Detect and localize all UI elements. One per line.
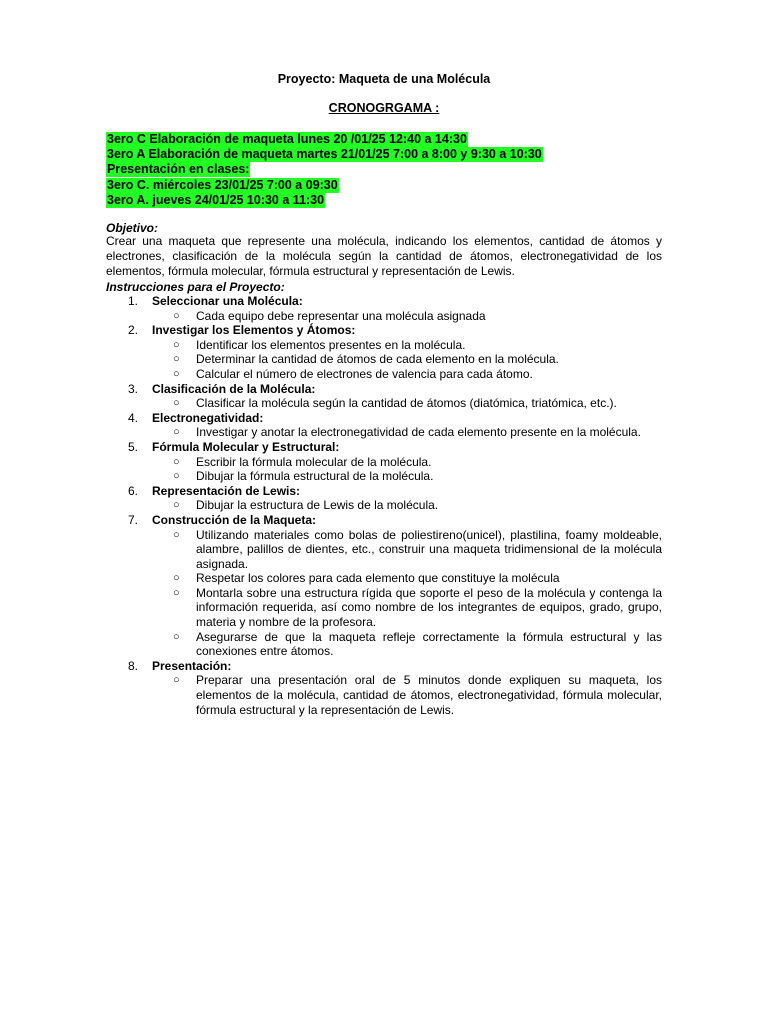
- subitem-text: Respetar los colores para cada elemento que constituye la molécula: [196, 571, 560, 586]
- subitem-text: Montarla sobre una estructura rígida que soporte el peso de la molécula y contenga la información requerida, así como nombre de los integrantes de equipos, grado, grupo, materia y nombre de la profesora.: [196, 585, 662, 630]
- step-heading: [106, 513, 662, 528]
- step-subitem: [106, 309, 662, 324]
- subitem-text: Utilizando materiales como bolas de poliestireno(unicel), plastilina, foamy moldeable, alambre, palillos de dientes, etc., construir una maqueta tridimensional de la molécula asignada.: [196, 527, 662, 571]
- step-heading: [106, 659, 662, 674]
- highlighted-text: 3ero A Elaboración de maqueta martes 21/01/25 7:00 a 8:00 y 9:30 a 10:30: [107, 147, 542, 162]
- step-number: 5.: [128, 439, 139, 454]
- subitem-text: Preparar una presentación oral de 5 minutos donde expliquen su maqueta, los elementos de la molécula, cantidad de átomos, electronegatividad, fórmula molecular, fórmula estructural y la representación de Lewis.: [196, 673, 662, 717]
- circle-bullet-icon: ○: [173, 309, 180, 322]
- schedule-heading: CRONOGRGAMA :: [328, 101, 440, 115]
- step-heading: [106, 382, 662, 397]
- highlighted-text: 3ero C. miércoles 23/01/25 7:00 a 09:30: [107, 177, 338, 192]
- step-label: Fórmula Molecular y Estructural:: [152, 439, 340, 454]
- step-subitem: [106, 630, 662, 659]
- step-label: Representación de Lewis:: [152, 483, 301, 498]
- schedule-line: [106, 177, 543, 192]
- circle-bullet-icon: ○: [173, 470, 180, 483]
- instruction-step: [106, 659, 662, 717]
- instructions-heading: Instrucciones para el Proyecto:: [106, 280, 285, 294]
- step-subitem: [106, 571, 662, 586]
- circle-bullet-icon: ○: [173, 397, 180, 410]
- step-heading: [106, 484, 662, 499]
- instruction-step: [106, 323, 662, 381]
- instruction-step: [106, 382, 662, 411]
- circle-bullet-icon: ○: [173, 630, 180, 643]
- subitem-text: Determinar la cantidad de átomos de cada elemento en la molécula.: [196, 352, 559, 367]
- subitem-text: Investigar y anotar la electronegatividad de cada elemento presente en la molécula.: [196, 425, 641, 440]
- instruction-step: [106, 440, 662, 484]
- step-number: 3.: [128, 381, 139, 396]
- step-number: 2.: [128, 323, 139, 338]
- step-subitem: [106, 673, 662, 717]
- step-label: Investigar los Elementos y Átomos:: [152, 323, 356, 338]
- subitem-text: Clasificar la molécula según la cantidad de átomos (diatómica, triatómica, etc.).: [196, 396, 617, 411]
- step-number: 6.: [128, 483, 139, 498]
- step-label: Seleccionar una Molécula:: [152, 294, 303, 308]
- step-label: Clasificación de la Molécula:: [152, 381, 316, 396]
- step-subitem: [106, 586, 662, 630]
- subitem-text: Dibujar la estructura de Lewis de la molécula.: [196, 498, 439, 513]
- step-heading: [106, 440, 662, 455]
- instruction-step: [106, 513, 662, 659]
- circle-bullet-icon: ○: [173, 367, 180, 380]
- schedule-line: [106, 131, 543, 146]
- step-subitem: [106, 469, 662, 484]
- circle-bullet-icon: ○: [173, 338, 180, 351]
- schedule-block: [106, 131, 543, 207]
- highlighted-text: Presentación en clases:: [107, 162, 250, 177]
- step-number: 4.: [128, 410, 139, 425]
- subitem-text: Dibujar la fórmula estructural de la molécula.: [196, 469, 434, 484]
- step-subitem: [106, 498, 662, 513]
- step-label: Electronegatividad:: [152, 410, 264, 425]
- highlighted-text: 3ero C Elaboración de maqueta lunes 20 /01/25 12:40 a 14:30: [107, 132, 467, 146]
- circle-bullet-icon: ○: [173, 455, 180, 468]
- step-heading: [106, 294, 662, 309]
- circle-bullet-icon: ○: [173, 528, 180, 541]
- step-label: Presentación:: [152, 658, 232, 673]
- subitem-text: Calcular el número de electrones de valencia para cada átomo.: [196, 366, 533, 381]
- step-number: 7.: [128, 512, 139, 527]
- step-heading: [106, 411, 662, 426]
- instruction-step: [106, 411, 662, 440]
- document-title: Proyecto: Maqueta de una Molécula: [277, 72, 491, 86]
- circle-bullet-icon: ○: [173, 586, 180, 599]
- instructions-list: [106, 294, 662, 717]
- step-subitem: [106, 425, 662, 440]
- circle-bullet-icon: ○: [173, 499, 180, 512]
- instruction-step: [106, 484, 662, 513]
- instruction-step: [106, 294, 662, 323]
- step-subitem: [106, 396, 662, 411]
- step-heading: [106, 323, 662, 338]
- subitem-text: Escribir la fórmula molecular de la molécula.: [196, 454, 432, 469]
- highlighted-text: 3ero A. jueves 24/01/25 10:30 a 11:30: [107, 192, 325, 207]
- subitem-text: Identificar los elementos presentes en la molécula.: [196, 337, 466, 352]
- schedule-line: [106, 146, 543, 161]
- step-label: Construcción de la Maqueta:: [152, 512, 317, 527]
- subitem-text: Asegurarse de que la maqueta refleje correctamente la fórmula estructural y las conexiones entre átomos.: [196, 629, 662, 659]
- circle-bullet-icon: ○: [173, 572, 180, 585]
- circle-bullet-icon: ○: [173, 674, 180, 687]
- objective-heading: Objetivo:: [106, 221, 159, 235]
- step-subitem: [106, 338, 662, 353]
- objective-paragraph: Crear una maqueta que represente una molécula, indicando los elementos, cantidad de átomos y electrones, clasificación de la molécula según la cantidad de átomos, electronegatividad de los elementos, fórmula molecular, fórmula estructural y representación de Lewis.: [106, 234, 662, 278]
- schedule-line: [106, 161, 543, 176]
- step-number: 1.: [128, 294, 139, 308]
- step-subitem: [106, 455, 662, 470]
- step-number: 8.: [128, 658, 139, 673]
- circle-bullet-icon: ○: [173, 426, 180, 439]
- circle-bullet-icon: ○: [173, 353, 180, 366]
- step-subitem: [106, 352, 662, 367]
- subitem-text: Cada equipo debe representar una molécula asignada: [196, 308, 486, 323]
- step-subitem: [106, 528, 662, 572]
- schedule-line: [106, 192, 543, 207]
- step-subitem: [106, 367, 662, 382]
